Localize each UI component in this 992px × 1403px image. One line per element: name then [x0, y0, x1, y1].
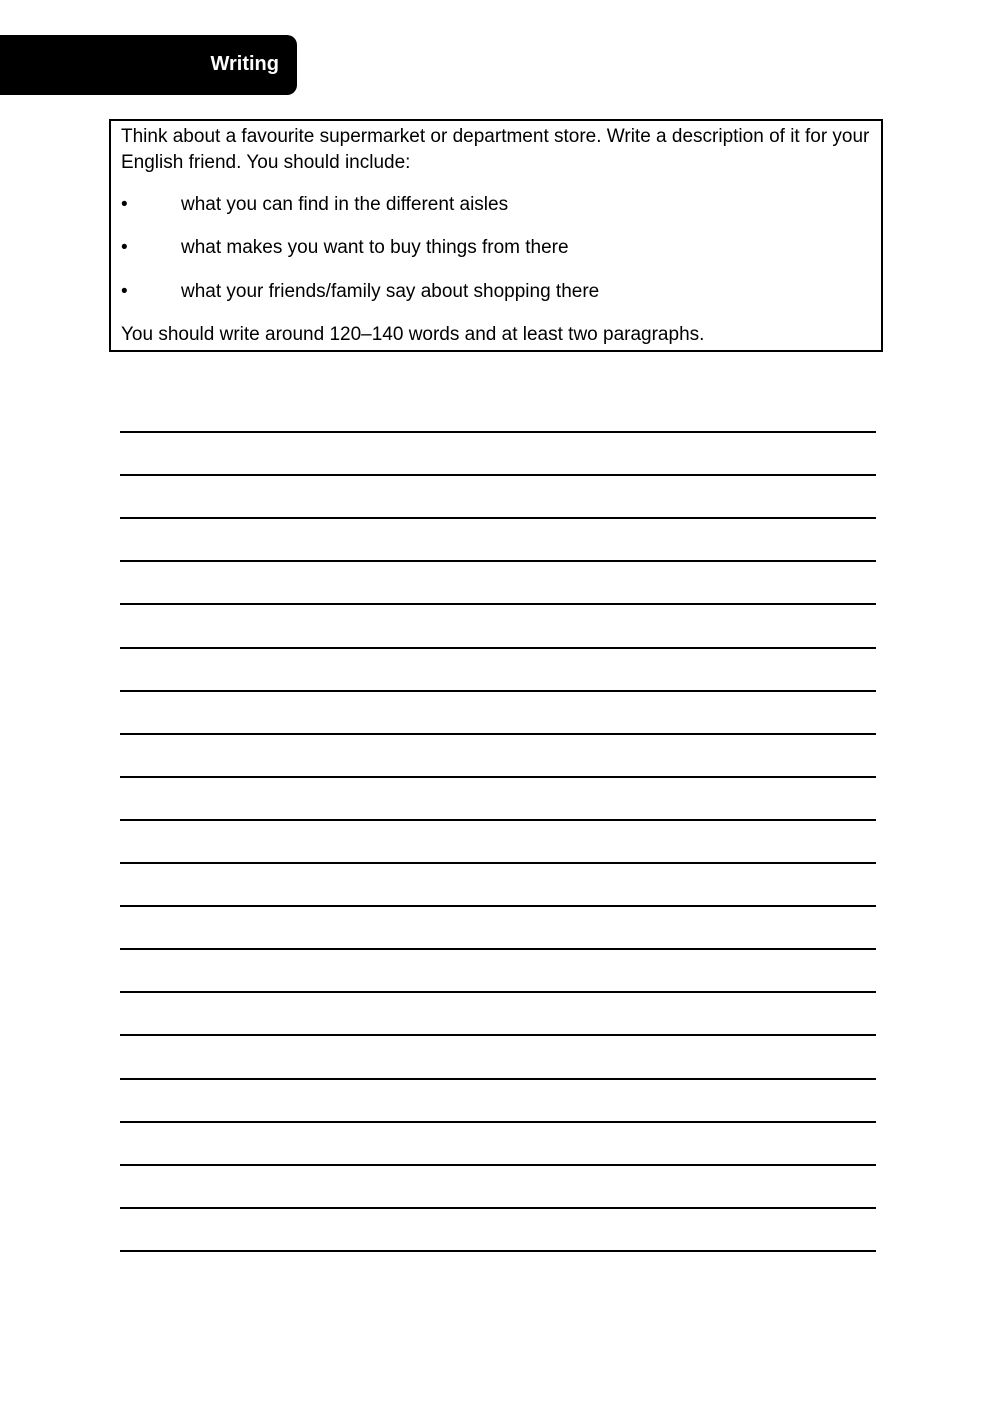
- answer-line: [120, 991, 876, 993]
- answer-line: [120, 1250, 876, 1252]
- answer-line: [120, 1121, 876, 1123]
- answer-line: [120, 1164, 876, 1166]
- answer-line: [120, 647, 876, 649]
- bullet-icon: •: [121, 237, 128, 258]
- answer-line: [120, 776, 876, 778]
- answer-line: [120, 517, 876, 519]
- bullet-icon: •: [121, 281, 128, 302]
- answer-line: [120, 1034, 876, 1036]
- answer-line: [120, 862, 876, 864]
- answer-line: [120, 560, 876, 562]
- task-bullet-text: what you can find in the different aisles: [181, 194, 509, 215]
- answer-line: [120, 1207, 876, 1209]
- answer-line: [120, 474, 876, 476]
- word-count-instruction: You should write around 120–140 words and at least two paragraphs.: [121, 324, 705, 345]
- answer-line: [120, 905, 876, 907]
- answer-line: [120, 819, 876, 821]
- bullet-icon: •: [121, 194, 128, 215]
- task-prompt: Think about a favourite supermarket or department store. Write a description of it for your English friend. You should include:: [121, 126, 870, 173]
- answer-line: [120, 1078, 876, 1080]
- answer-line: [120, 690, 876, 692]
- answer-line: [120, 603, 876, 605]
- answer-line: [120, 431, 876, 433]
- answer-writing-area[interactable]: [120, 0, 876, 1403]
- task-bullet-text: what makes you want to buy things from there: [181, 237, 569, 258]
- answer-line: [120, 733, 876, 735]
- section-title: Writing: [210, 53, 279, 75]
- task-bullet-text: what your friends/family say about shopping there: [181, 281, 600, 302]
- answer-line: [120, 948, 876, 950]
